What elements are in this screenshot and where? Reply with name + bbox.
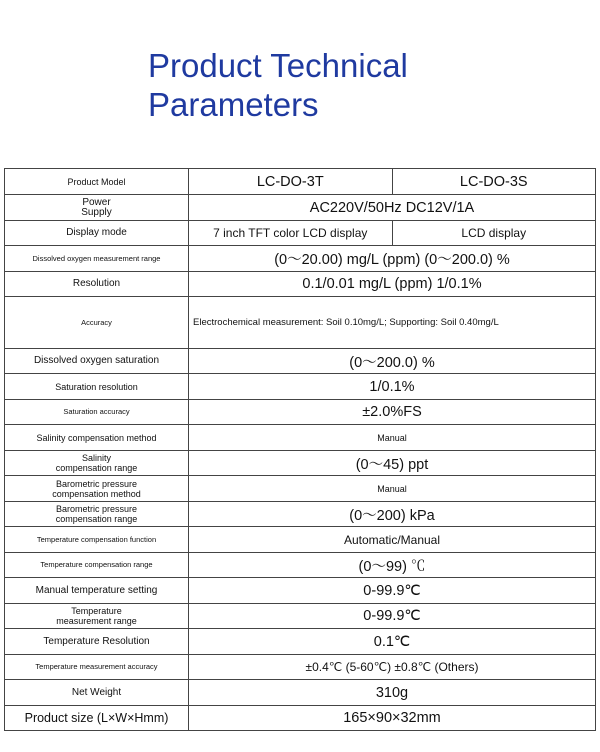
row-value: (0～200) kPa (189, 502, 596, 527)
row-value: Electrochemical measurement: Soil 0.10mg/L; Supporting: Soil 0.40mg/L (189, 297, 596, 349)
row-label: Display mode (5, 221, 189, 246)
row-value: 1/0.1% (189, 374, 596, 400)
table-row (5, 578, 596, 604)
page-title: Product Technical Parameters (148, 47, 408, 123)
row-label: Dissolved oxygen measurement range (5, 246, 189, 272)
table-row (5, 629, 596, 655)
table-row (5, 680, 596, 706)
row-value: Automatic/Manual (189, 527, 596, 553)
row-value: 0.1/0.01 mg/L (ppm) 1/0.1% (189, 272, 596, 297)
row-label: Temperature compensation function (5, 527, 189, 553)
row-value: 165×90×32mm (189, 706, 596, 731)
row-value-a: LC-DO-3T (189, 169, 393, 195)
table-row (5, 476, 596, 502)
row-value: 0.1℃ (189, 629, 596, 655)
row-label: Product Model (5, 169, 189, 195)
row-value: (0～20.00) mg/L (ppm) (0～200.0) % (189, 246, 596, 272)
table-row (5, 297, 596, 349)
table-row (5, 502, 596, 527)
table-row (5, 195, 596, 221)
table-row (5, 604, 596, 629)
table-row (5, 169, 596, 195)
row-value: Manual (189, 425, 596, 451)
row-value: (0～200.0) % (189, 349, 596, 374)
table-row (5, 272, 596, 297)
row-label: Barometric pressure compensation range (5, 502, 189, 527)
table-row (5, 246, 596, 272)
row-label: Saturation resolution (5, 374, 189, 400)
row-value: AC220V/50Hz DC12V/1A (189, 195, 596, 221)
table-row (5, 553, 596, 578)
row-label: Dissolved oxygen saturation (5, 349, 189, 374)
row-label: Salinity compensation method (5, 425, 189, 451)
table-row (5, 451, 596, 476)
row-label: Accuracy (5, 297, 189, 349)
row-value: 310g (189, 680, 596, 706)
row-value: ±0.4℃ (5-60℃) ±0.8℃ (Others) (189, 655, 596, 680)
row-value: (0～45) ppt (189, 451, 596, 476)
row-label: Power Supply (5, 195, 189, 221)
row-label: Product size (L×W×Hmm) (5, 706, 189, 731)
row-value-b: LC-DO-3S (392, 169, 596, 195)
row-label: Temperature Resolution (5, 629, 189, 655)
table-row (5, 527, 596, 553)
table-row (5, 374, 596, 400)
row-value-a: 7 inch TFT color LCD display (189, 221, 393, 246)
row-label: Temperature compensation range (5, 553, 189, 578)
row-label: Manual temperature setting (5, 578, 189, 604)
row-label: Salinity compensation range (5, 451, 189, 476)
row-label: Barometric pressure compensation method (5, 476, 189, 502)
table-row (5, 400, 596, 425)
row-label: Saturation accuracy (5, 400, 189, 425)
row-label: Temperature measurement range (5, 604, 189, 629)
row-value: ±2.0%FS (189, 400, 596, 425)
row-value: 0-99.9℃ (189, 604, 596, 629)
table-row (5, 655, 596, 680)
row-label: Net Weight (5, 680, 189, 706)
table-row (5, 221, 596, 246)
row-value: 0-99.9℃ (189, 578, 596, 604)
row-label: Resolution (5, 272, 189, 297)
table-row (5, 706, 596, 731)
row-value-b: LCD display (392, 221, 596, 246)
row-value: Manual (189, 476, 596, 502)
row-label: Temperature measurement accuracy (5, 655, 189, 680)
table-row (5, 349, 596, 374)
row-value: (0～99) ℃ (189, 553, 596, 578)
table-row (5, 425, 596, 451)
spec-table (4, 168, 596, 731)
